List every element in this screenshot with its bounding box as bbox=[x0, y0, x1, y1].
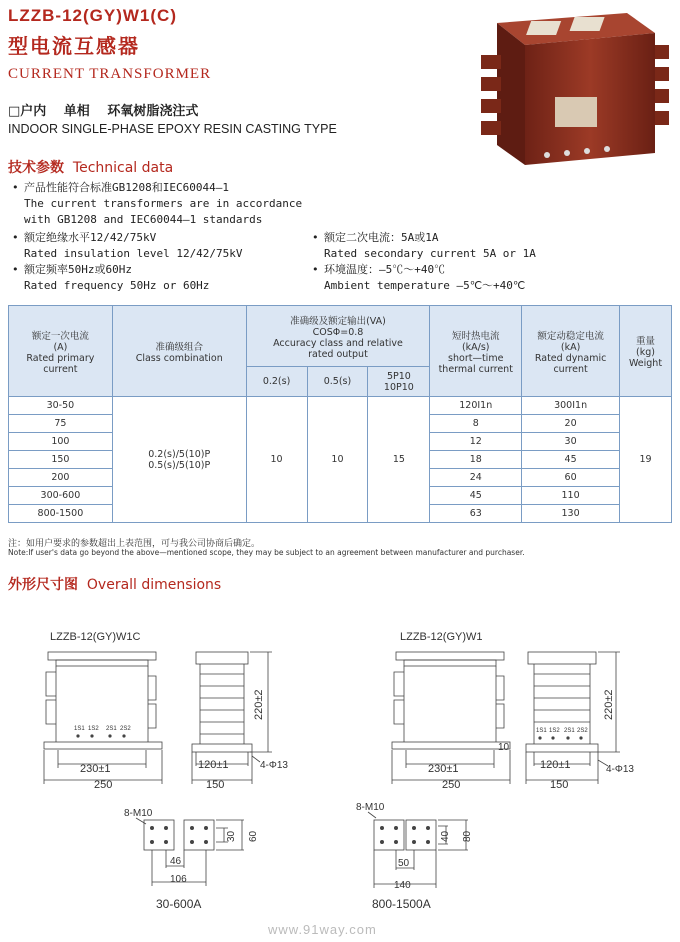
tech-heading bbox=[8, 157, 173, 177]
watermark: www.91way.com bbox=[268, 922, 377, 937]
sub-header-5p10: 5P10 bbox=[386, 370, 411, 382]
header-thermal-cn: 短时热电流 bbox=[451, 330, 500, 342]
spec-ambient-cn: 环境温度：—5℃～+40℃ bbox=[324, 263, 446, 276]
right-holes: 4-Φ13 bbox=[606, 764, 634, 775]
header-thermal bbox=[430, 306, 522, 397]
left-range: 30-600A bbox=[156, 897, 202, 911]
header-primary-en1: Rated primary bbox=[26, 352, 95, 364]
right-dim-50: 50 bbox=[398, 858, 410, 869]
header-class-en: Class combination bbox=[135, 352, 223, 364]
header-primary bbox=[9, 306, 113, 397]
right-dim-230: 230±1 bbox=[428, 763, 459, 775]
right-dim-140: 140 bbox=[394, 880, 411, 891]
cell-dynamic: 300I1n bbox=[522, 397, 620, 415]
left-dim-60: 60 bbox=[248, 830, 259, 842]
spec-ambient-en: Ambient temperature —5℃～+40℃ bbox=[324, 279, 526, 292]
spec-standard-en1: The current transformers are in accordance bbox=[24, 197, 303, 210]
header-dynamic-en1: Rated dynamic bbox=[534, 352, 607, 364]
header-class bbox=[112, 306, 246, 397]
left-bolt-label: 8-M10 bbox=[124, 808, 153, 819]
cell-dynamic: 20 bbox=[522, 415, 620, 433]
dims-heading-en: Overall dimensions bbox=[86, 577, 222, 593]
header-output-en1: Accuracy class and relative bbox=[273, 337, 403, 349]
header-dynamic-unit: (kA) bbox=[560, 341, 581, 353]
terminal-label: 2S1 bbox=[564, 728, 575, 734]
left-dim-150: 150 bbox=[206, 779, 225, 791]
class-combo-2: 0.5(s)/5(10)P bbox=[148, 459, 211, 471]
tech-heading-cn: 技术参数 bbox=[8, 160, 64, 176]
right-front-view bbox=[392, 652, 510, 749]
cell-out-02: 10 bbox=[246, 397, 307, 523]
right-terminals bbox=[536, 728, 588, 734]
bullet: • bbox=[312, 263, 319, 276]
spec-secondary-cn: 额定二次电流：5A或1A bbox=[324, 231, 439, 244]
terminal-label: 2S2 bbox=[120, 726, 131, 732]
header-dynamic-en2: current bbox=[553, 363, 588, 375]
right-model-label: LZZB-12(GY)W1 bbox=[400, 631, 483, 643]
cell-primary: 100 bbox=[9, 433, 113, 451]
cell-thermal: 18 bbox=[430, 451, 522, 469]
right-bolt-label: 8-M10 bbox=[356, 802, 385, 813]
note-cn: 注：如用户要求的参数超出上表范围，可与我公司协商后确定。 bbox=[8, 539, 261, 549]
spec-secondary-en: Rated secondary current 5A or 1A bbox=[324, 247, 536, 260]
right-dim-120: 120±1 bbox=[540, 759, 571, 771]
right-dim-250: 250 bbox=[442, 779, 461, 791]
header-primary-unit: (A) bbox=[53, 341, 68, 353]
cell-primary: 300-600 bbox=[9, 487, 113, 505]
cell-out-5p: 15 bbox=[368, 397, 430, 523]
header-weight-en: Weight bbox=[628, 358, 663, 369]
terminal-label: 2S1 bbox=[106, 726, 117, 732]
model-title: LZZB-12(GY)W1(C) bbox=[8, 6, 177, 25]
left-holes: 4-Φ13 bbox=[260, 760, 288, 771]
left-dim-120: 120±1 bbox=[198, 759, 229, 771]
cell-primary: 200 bbox=[9, 469, 113, 487]
header-thermal-en2: thermal current bbox=[438, 363, 513, 375]
cell-dynamic: 110 bbox=[522, 487, 620, 505]
left-dim-230: 230±1 bbox=[80, 763, 111, 775]
header-output bbox=[246, 306, 430, 367]
spec-insulation-en: Rated insulation level 12/42/75kV bbox=[24, 247, 243, 260]
left-model-label: LZZB-12(GY)W1C bbox=[50, 631, 141, 643]
spec-frequency-cn: 额定频率50Hz或60Hz bbox=[24, 263, 132, 276]
dims-heading bbox=[8, 574, 221, 594]
left-dim-250: 250 bbox=[94, 779, 113, 791]
left-dim-46: 46 bbox=[170, 856, 182, 867]
cell-primary: 150 bbox=[9, 451, 113, 469]
left-terminals bbox=[74, 726, 131, 732]
cell-thermal: 8 bbox=[430, 415, 522, 433]
cell-primary: 30-50 bbox=[9, 397, 113, 415]
left-front-view bbox=[44, 652, 162, 749]
en-title: CURRENT TRANSFORMER bbox=[8, 66, 212, 82]
sub-header-05: 0.5(s) bbox=[307, 367, 368, 397]
product-photo bbox=[467, 5, 672, 173]
header-thermal-unit: (kA/s) bbox=[461, 341, 490, 353]
bullet: • bbox=[312, 231, 319, 244]
terminal-label: 1S1 bbox=[536, 728, 547, 734]
left-dim-30: 30 bbox=[226, 830, 237, 842]
right-side-view bbox=[526, 652, 598, 752]
right-dim-10: 10 bbox=[498, 742, 510, 753]
cell-dynamic: 130 bbox=[522, 505, 620, 523]
sub-header-02: 0.2(s) bbox=[246, 367, 307, 397]
header-output-en2: rated output bbox=[308, 348, 368, 360]
sub-header-5p bbox=[368, 367, 430, 397]
right-range: 800-1500A bbox=[372, 897, 431, 911]
type-en: INDOOR SINGLE-PHASE EPOXY RESIN CASTING TYPE bbox=[8, 122, 337, 136]
right-dim-80: 80 bbox=[462, 830, 473, 842]
spec-standard-en2: with GB1208 and IEC60044—1 standards bbox=[24, 213, 263, 226]
cell-class-combo bbox=[112, 397, 246, 523]
cell-thermal: 24 bbox=[430, 469, 522, 487]
header-weight-unit: (kg) bbox=[636, 347, 655, 358]
cell-dynamic: 45 bbox=[522, 451, 620, 469]
header-dynamic bbox=[522, 306, 620, 397]
header-primary-en2: current bbox=[43, 363, 78, 375]
bullet: • bbox=[12, 181, 19, 194]
header-weight bbox=[620, 306, 672, 397]
cell-thermal: 120I1n bbox=[430, 397, 522, 415]
cell-thermal: 63 bbox=[430, 505, 522, 523]
header-class-cn: 准确级组合 bbox=[155, 341, 203, 353]
terminal-label: 1S2 bbox=[549, 728, 560, 734]
left-dim-106: 106 bbox=[170, 874, 187, 885]
class-combo-1: 0.2(s)/5(10)P bbox=[148, 448, 211, 460]
cell-primary: 800-1500 bbox=[9, 505, 113, 523]
spec-insulation-cn: 额定绝缘水平12/42/75kV bbox=[24, 231, 157, 244]
header-output-cn: 准确级及额定输出(VA) bbox=[290, 315, 386, 327]
dims-heading-cn: 外形尺寸图 bbox=[8, 577, 78, 593]
left-side-view bbox=[192, 652, 252, 752]
cell-dynamic: 30 bbox=[522, 433, 620, 451]
cell-thermal: 45 bbox=[430, 487, 522, 505]
header-output-cos: COSΦ=0.8 bbox=[312, 326, 364, 338]
dimension-drawings bbox=[0, 600, 680, 920]
type-cn: □户内 单相 环氧树脂浇注式 bbox=[8, 104, 199, 119]
terminal-label: 1S1 bbox=[74, 726, 85, 732]
bullet: • bbox=[12, 263, 19, 276]
note-en: Note:If user's data go beyond the above—mentioned scope, they may be subject to an agreement between manufacturer and purchaser. bbox=[8, 548, 525, 557]
tech-heading-en: Technical data bbox=[72, 160, 174, 176]
cell-dynamic: 60 bbox=[522, 469, 620, 487]
cell-thermal: 12 bbox=[430, 433, 522, 451]
terminal-label: 1S2 bbox=[88, 726, 99, 732]
header-dynamic-cn: 额定动稳定电流 bbox=[537, 330, 604, 342]
bullet: • bbox=[12, 231, 19, 244]
header-weight-cn: 重量 bbox=[636, 336, 656, 347]
cell-weight: 19 bbox=[620, 397, 672, 523]
spec-frequency-en: Rated frequency 50Hz or 60Hz bbox=[24, 279, 210, 292]
table-row bbox=[9, 397, 672, 415]
sub-header-10p10: 10P10 bbox=[383, 381, 414, 393]
right-dim-220: 220±2 bbox=[603, 689, 615, 720]
cn-title: 型电流互感器 bbox=[8, 34, 140, 58]
spec-standard-cn: 产品性能符合标准GB1208和IEC60044—1 bbox=[24, 181, 229, 194]
tech-table bbox=[8, 305, 672, 523]
left-dim-220: 220±2 bbox=[253, 689, 265, 720]
cell-out-05: 10 bbox=[307, 397, 368, 523]
header-thermal-en1: short—time bbox=[448, 352, 504, 364]
cell-primary: 75 bbox=[9, 415, 113, 433]
header-primary-cn: 额定一次电流 bbox=[31, 330, 89, 342]
right-dim-150: 150 bbox=[550, 779, 569, 791]
right-dim-40: 40 bbox=[440, 830, 451, 842]
terminal-label: 2S2 bbox=[577, 728, 588, 734]
